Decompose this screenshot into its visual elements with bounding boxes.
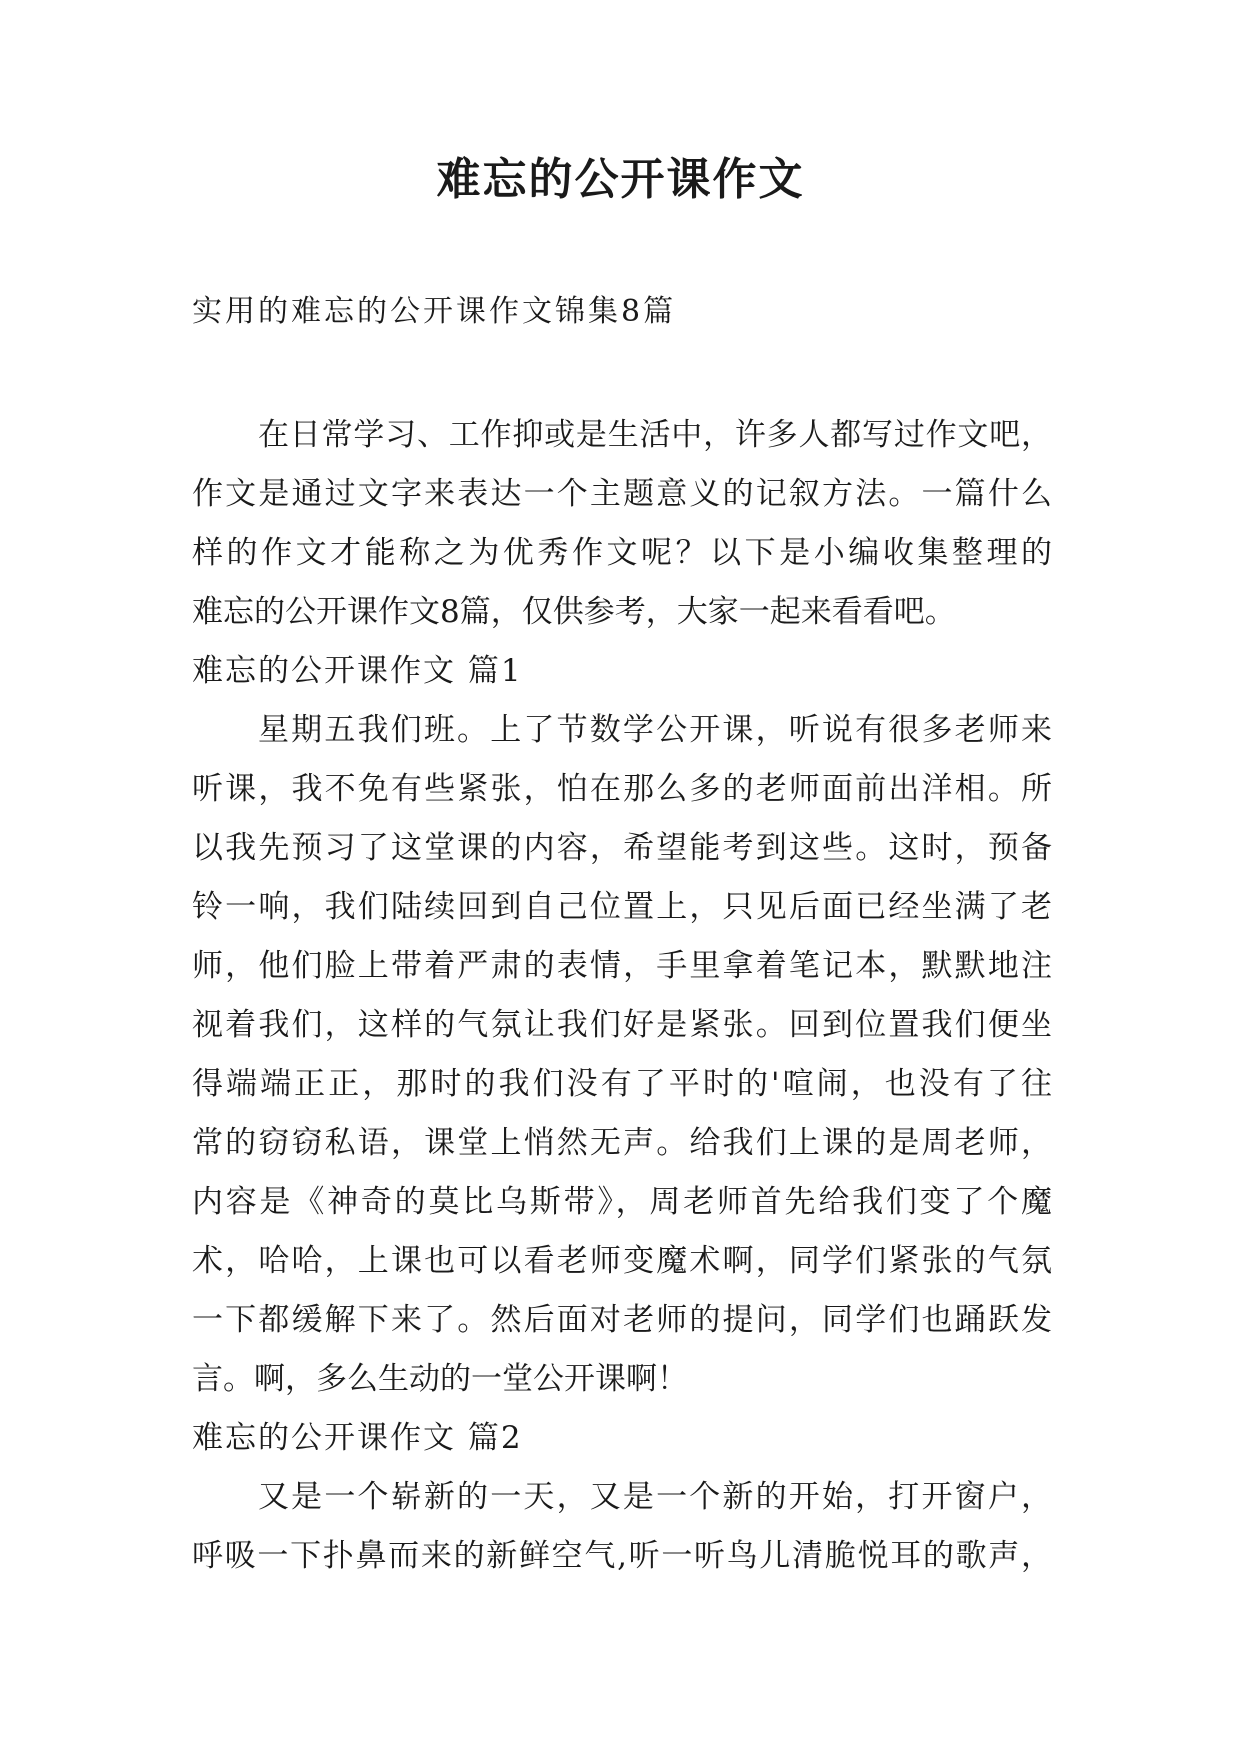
paragraph-line: 呼吸一下扑鼻而来的新鲜空气,听一听鸟儿清脆悦耳的歌声， (192, 1538, 1052, 1574)
document-body (192, 406, 1052, 1586)
paragraph-line: 言。啊，多么生动的一堂公开课啊！ (192, 1361, 688, 1397)
document-title: 难忘的公开课作文 (436, 154, 805, 205)
paragraph-line: 难忘的公开课作文8篇，仅供参考，大家一起来看看吧。 (192, 594, 956, 630)
paragraph-line: 一下都缓解下来了。然后面对老师的提问，同学们也踊跃发 (192, 1302, 1052, 1338)
paragraph-line: 得端端正正，那时的我们没有了平时的'喧闹，也没有了往 (192, 1066, 1052, 1102)
paragraph-line: 在日常学习、工作抑或是生活中，许多人都写过作文吧， (258, 417, 1052, 453)
paragraph-line: 听课，我不免有些紧张，怕在那么多的老师面前出洋相。所 (192, 771, 1052, 807)
paragraph-line: 术，哈哈，上课也可以看老师变魔术啊，同学们紧张的气氛 (192, 1243, 1052, 1279)
section-heading: 难忘的公开课作文 篇2 (192, 1420, 523, 1456)
paragraph-line: 星期五我们班。上了节数学公开课，听说有很多老师来 (258, 712, 1052, 748)
paragraph-line: 又是一个崭新的一天，又是一个新的开始，打开窗户， (258, 1479, 1052, 1515)
paragraph-line: 常的窃窃私语，课堂上悄然无声。给我们上课的是周老师， (192, 1125, 1052, 1161)
paragraph-line: 样的作文才能称之为优秀作文呢？以下是小编收集整理的 (192, 535, 1052, 571)
document-subtitle: 实用的难忘的公开课作文锦集8篇 (192, 294, 677, 329)
section-heading: 难忘的公开课作文 篇1 (192, 653, 523, 689)
paragraph-line: 师，他们脸上带着严肃的表情，手里拿着笔记本，默默地注 (192, 948, 1052, 984)
paragraph-line: 以我先预习了这堂课的内容，希望能考到这些。这时，预备 (192, 830, 1052, 866)
paragraph-line: 视着我们，这样的气氛让我们好是紧张。回到位置我们便坐 (192, 1007, 1052, 1043)
paragraph-line: 作文是通过文字来表达一个主题意义的记叙方法。一篇什么 (192, 476, 1052, 512)
paragraph-line: 内容是《神奇的莫比乌斯带》，周老师首先给我们变了个魔 (192, 1184, 1052, 1220)
paragraph-line: 铃一响，我们陆续回到自己位置上，只见后面已经坐满了老 (192, 889, 1052, 925)
